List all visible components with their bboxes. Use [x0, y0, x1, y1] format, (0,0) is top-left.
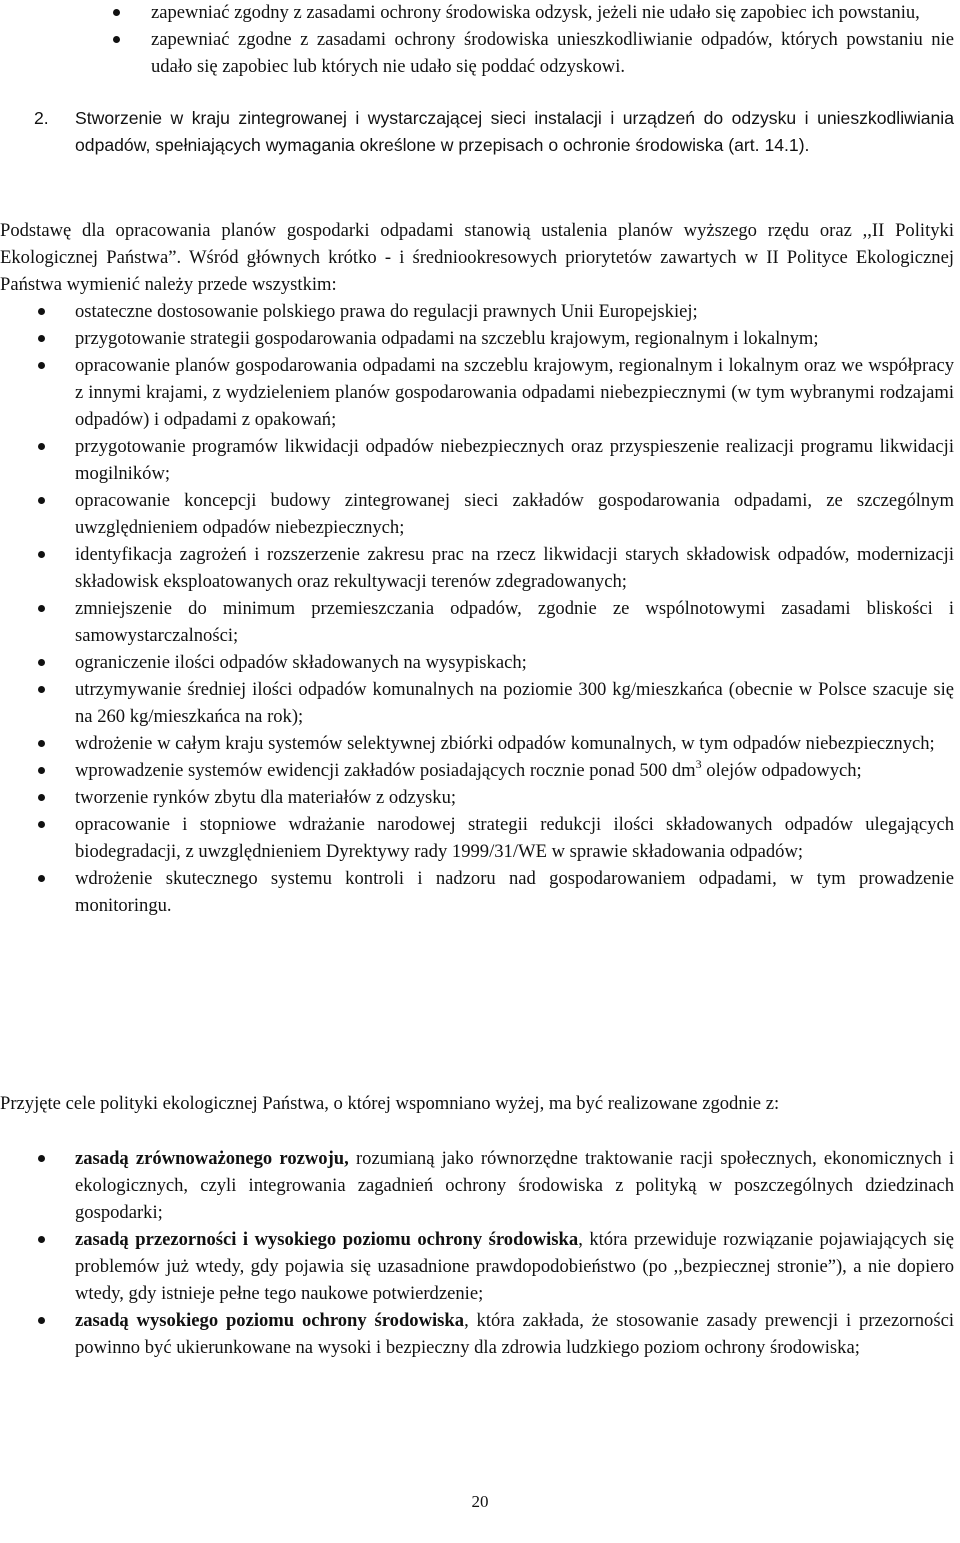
paragraph-intro: Podstawę dla opracowania planów gospodarki odpadami stanowią ustalenia planów wyższego rzędu oraz ,,II Polityki Ekologicznej Państwa”. Wśród głównych krótko - i średniookresowych priorytetów zawartych w II Polityce Ekologicznej Państwa wymienić należy przede wszystkim:	[0, 220, 954, 295]
bullet-icon	[38, 443, 45, 450]
list-item-text: utrzymywanie średniej ilości odpadów komunalnych na poziomie 300 kg/mieszkańca (obecnie w Polsce szacuje się na 260 kg/mieszkańca na rok);	[75, 679, 954, 727]
list-item	[151, 0, 954, 26]
list-item-text: zapewniać zgodny z zasadami ochrony środowiska odzysk, jeżeli nie udało się zapobiec ich powstaniu,	[151, 2, 920, 23]
principle-name: zasadą wysokiego poziomu ochrony środowiska	[75, 1310, 465, 1331]
principle-name: zasadą zrównoważonego rozwoju,	[75, 1148, 349, 1169]
list-item	[75, 730, 954, 757]
list-item-text: tworzenie rynków zbytu dla materiałów z odzysku;	[75, 787, 457, 808]
bullet-icon	[38, 335, 45, 342]
bullet-icon	[38, 308, 45, 315]
bullet-icon	[38, 686, 45, 693]
bullet-icon	[38, 497, 45, 504]
list-item	[75, 541, 954, 595]
principle-name: zasadą przezorności i wysokiego poziomu ochrony środowiska	[75, 1229, 579, 1250]
bullet-icon	[38, 659, 45, 666]
principle-description: rozumianą jako równorzędne traktowanie racji społecznych, ekonomicznych i ekologicznych, czyli integrowania zagadnień ochrony środowiska z polityką w poszczególnych dziedzinach gospodarki;	[75, 1148, 954, 1223]
bullet-icon	[38, 875, 45, 882]
list-item-text: wprowadzenie systemów ewidencji zakładów posiadających rocznie ponad 500 dm	[75, 760, 696, 781]
bullet-icon	[38, 794, 45, 801]
bullet-icon	[38, 1236, 45, 1243]
list-item-text: ostateczne dostosowanie polskiego prawa do regulacji prawnych Unii Europejskiej;	[75, 301, 698, 322]
bullet-icon	[38, 1317, 45, 1324]
list-item-text: opracowanie koncepcji budowy zintegrowanej sieci zakładów gospodarowania odpadami, ze szczególnym uwzględnieniem odpadów niebezpiecznych;	[75, 490, 954, 538]
list-item-text: ograniczenie ilości odpadów składowanych na wysypiskach;	[75, 652, 527, 673]
list-item	[75, 757, 954, 784]
list-item	[75, 433, 954, 487]
list-item-text: wdrożenie skutecznego systemu kontroli i nadzoru nad gospodarowaniem odpadami, w tym prowadzenie monitoringu.	[75, 868, 954, 916]
list-item-text: opracowanie planów gospodarowania odpadami na szczeblu krajowym, regionalnym i lokalnym oraz we współpracy z innymi krajami, z wydzieleniem planów gospodarowania odpadami niebezpiecznymi (w tym wybranymi rodzajami odpadów) i odpadami z opakowań;	[75, 355, 954, 430]
top-bullet-list	[151, 0, 954, 80]
principle-description: , która przewiduje rozwiązanie pojawiających się problemów już wtedy, gdy pojawia się uzasadnione prawdopodobieństwo (po ,,bezpiecznej stronie”), a nie dopiero wtedy, gdy istnieje pełne tego naukowe potwierdzenie;	[75, 1229, 954, 1304]
principle-description: , która zakłada, że stosowanie zasady prewencji i przezorności powinno być ukierunkowane na wysoki i bezpieczny dla zdrowia ludzkiego poziom ochrony środowiska;	[75, 1310, 954, 1358]
list-item-text: wdrożenie w całym kraju systemów selektywnej zbiórki odpadów komunalnych, w tym odpadów niebezpiecznych;	[75, 733, 935, 754]
list-item	[75, 487, 954, 541]
item-number: 2.	[34, 108, 49, 128]
list-item	[75, 649, 954, 676]
list-item	[75, 811, 954, 865]
list-item	[75, 325, 954, 352]
superscript: 3	[695, 757, 702, 771]
list-item-text: przygotowanie strategii gospodarowania odpadami na szczeblu krajowym, regionalnym i lokalnym;	[75, 328, 819, 349]
bullet-icon	[113, 36, 120, 43]
bullet-icon	[113, 9, 120, 16]
list-item	[75, 1307, 954, 1361]
list-item	[75, 1226, 954, 1307]
paragraph-goals: Przyjęte cele polityki ekologicznej Państwa, o której wspomniano wyżej, ma być realizowane zgodnie z:	[0, 1093, 780, 1114]
list-item	[75, 784, 954, 811]
list-item	[75, 1145, 954, 1226]
priorities-list	[75, 298, 954, 919]
bullet-icon	[38, 767, 45, 774]
list-item	[75, 595, 954, 649]
bullet-icon	[38, 1155, 45, 1162]
list-item-text: identyfikacja zagrożeń i rozszerzenie zakresu prac na rzecz likwidacji starych składowisk odpadów, modernizacji składowisk eksploatowanych oraz rekultywacji terenów zdegradowanych;	[75, 544, 954, 592]
list-item	[75, 352, 954, 433]
list-item	[75, 298, 954, 325]
page-number: 20	[471, 1492, 489, 1511]
list-item-text: opracowanie i stopniowe wdrażanie narodowej strategii redukcji ilości składowanych odpadów ulegających biodegradacji, z uwzględnieniem Dyrektywy rady 1999/31/WE w sprawie składowania odpadów;	[75, 814, 954, 862]
bullet-icon	[38, 362, 45, 369]
list-item-text: zmniejszenie do minimum przemieszczania odpadów, zgodnie ze wspólnotowymi zasadami bliskości i samowystarczalności;	[75, 598, 954, 646]
list-item	[75, 865, 954, 919]
principles-list	[75, 1145, 954, 1361]
list-item-text: przygotowanie programów likwidacji odpadów niebezpiecznych oraz przyspieszenie realizacji programu likwidacji mogilników;	[75, 436, 954, 484]
bullet-icon	[38, 740, 45, 747]
list-item	[75, 676, 954, 730]
bullet-icon	[38, 551, 45, 558]
list-item-text: olejów odpadowych;	[701, 760, 862, 781]
bullet-icon	[38, 605, 45, 612]
numbered-item-2	[34, 105, 954, 159]
bullet-icon	[38, 821, 45, 828]
list-item	[151, 26, 954, 80]
list-item-text: zapewniać zgodne z zasadami ochrony środowiska unieszkodliwianie odpadów, których powstaniu nie udało się zapobiec lub których nie udało się poddać odzyskowi.	[151, 29, 954, 77]
item-text: Stworzenie w kraju zintegrowanej i wystarczającej sieci instalacji i urządzeń do odzysku i unieszkodliwiania odpadów, spełniających wymagania określone w przepisach o ochronie środowiska (art. 14.1).	[75, 108, 954, 155]
